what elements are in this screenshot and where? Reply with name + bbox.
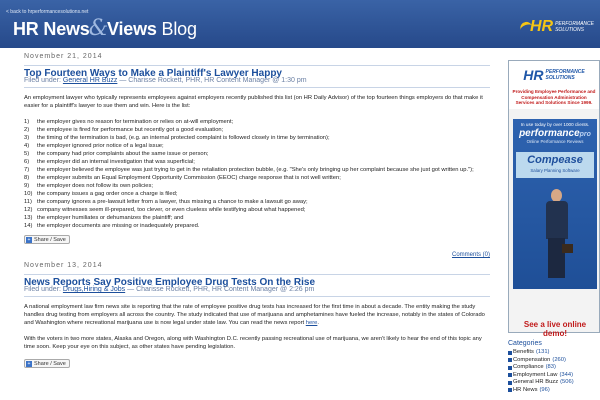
blog-post (24, 53, 490, 262)
list-item (24, 174, 490, 182)
list-item-number: 14) (24, 223, 33, 229)
list-item (24, 222, 490, 230)
live-demo-link[interactable]: See a live online demo! (523, 320, 587, 338)
category-name[interactable]: Benefits (513, 349, 534, 355)
filed-under-label: Filed under: (24, 286, 61, 293)
list-item-text: the employee is fired for performance but recently got a good evaluation; (37, 127, 224, 133)
pp-sub: pro (579, 131, 591, 138)
bullet-icon (508, 366, 512, 370)
news-report-link[interactable]: here (305, 320, 318, 326)
list-item-text: the employer ignored prior notice of a legal issue; (37, 143, 164, 149)
hr-performance-ad-banner[interactable] (508, 60, 600, 338)
category-item[interactable] (508, 379, 600, 387)
list-item-number: 3) (24, 135, 30, 141)
category-link[interactable]: Drugs,Hiring & Jobs (62, 286, 126, 293)
category-count: (260) (552, 356, 566, 363)
main-content (24, 53, 490, 368)
list-item (24, 142, 490, 150)
ad-logo-hr: HR (523, 67, 544, 83)
list-item (24, 166, 490, 174)
blog-title-ampersand: & (88, 16, 109, 41)
bullet-icon (508, 373, 512, 377)
post-meta (24, 77, 490, 88)
post-title-link[interactable]: Top Fourteen Ways to Make a Plaintiff's Lawyer Happy (24, 65, 490, 77)
list-item-number: 2) (24, 127, 30, 133)
list-item-text: the timing of the termination is bad, (e.g. an internal protected complaint is followed closely in time by termination); (37, 135, 330, 141)
category-item[interactable] (508, 372, 600, 380)
category-item[interactable] (508, 349, 600, 357)
list-item-text: the employer gives no reason for termination or relies on at-will employment; (37, 119, 234, 125)
performance-pro-logo (513, 128, 597, 139)
compease-description: Salary Planning Software (530, 168, 580, 173)
list-item-number: 4) (24, 143, 30, 149)
list-item-text: the company had prior complaints about the same issue or person; (37, 151, 209, 157)
ad-tagline: Providing Employee Performance and Compensation Administration Services and Solutions Since 1999. (509, 87, 599, 109)
pp-main: performance (519, 128, 580, 139)
list-item-number: 10) (24, 191, 33, 197)
post-paragraph-text: A national employment law firm news site is reporting that the rate of employee positive drug tests has increased for the first time in about a decade. The entity making the study handles drug testing from employers all across the country. The study indicated that use of marijuana and amphetamines have fueled the increase, notably in the states of Colorado and Washington where recreational marijuana use is now legal under state law. You can read the news report (24, 304, 485, 326)
list-item-text: the employer believed the employee was just trying to get in the retaliation protection bubble, (e.g. "She's only bringing up her complaint because she just got written up."); (37, 167, 474, 173)
post-intro: An employment lawyer who typically represents employees against employers recently published this list (on HR Daily Advisor) of the top fourteen things employers do that make it easier for a plaintiff's lawyer to sue them and win. Here is the list: (24, 95, 483, 109)
list-item-number: 7) (24, 167, 30, 173)
filed-under-label: Filed under: (24, 77, 61, 84)
logo-hr-text: HR (529, 18, 554, 35)
list-item-number: 6) (24, 159, 30, 165)
post-title-link[interactable]: News Reports Say Positive Employee Drug Tests On the Rise (24, 274, 490, 286)
post-date: November 13, 2014 (24, 262, 103, 269)
ad-logo (509, 61, 599, 87)
share-save-button[interactable] (24, 235, 70, 244)
list-item (24, 134, 490, 142)
list-item-number: 13) (24, 215, 33, 221)
comments-link[interactable]: Comments (0) (451, 252, 490, 258)
list-item (24, 206, 490, 214)
list-item-text: the employer humiliates or dehumanizes the plaintiff; and (37, 215, 184, 221)
author-timestamp: — Charisse Rockett, PHR, HR Content Manager @ 1:30 pm (119, 77, 307, 84)
blog-title-part1: HR News (13, 19, 90, 39)
post-paragraph: A national employment law firm news site is reporting that the rate of employee positive drug tests has increased for the first time in about a decade. The entity making the study handles drug testing from employers all across the country. The study indicated that use of marijuana and amphetamines have fueled the increase, notably in the states of Colorado and Washington where recreational marijuana use is now legal under state law. You can read the news report here. (24, 304, 485, 326)
list-item (24, 158, 490, 166)
list-item-number: 1) (24, 119, 30, 125)
logo-line2: SOLUTIONS (555, 27, 584, 33)
blog-post (24, 262, 490, 368)
list-item-text: the company ignores a pre-lawsuit letter from a lawyer, thus missing a chance to make a lawsuit go away; (37, 199, 308, 205)
ad-logo-line1: PERFORMANCE (545, 69, 585, 75)
author-timestamp: — Charisse Rockett, PHR, HR Content Manager @ 2:26 pm (127, 286, 315, 293)
back-to-site-link[interactable]: < back to hrperformancesolutions.net (6, 9, 89, 15)
category-name[interactable]: Employment Law (513, 371, 558, 378)
category-count: (131) (535, 349, 550, 355)
category-item[interactable] (508, 364, 600, 372)
bullet-icon (508, 358, 512, 362)
list-item (24, 150, 490, 158)
bullet-icon (508, 351, 512, 355)
share-save-label: Share / Save (34, 360, 66, 367)
categories-heading: Categories (508, 340, 542, 347)
numbered-list (24, 118, 490, 230)
post-paragraph: With the voters in two more states, Alaska and Oregon, along with Washington D.C. recently passing recreational use of marijuana, we aren't likely to hear the end of this topic any time soon. Keep your eye on this subject, as other states have pending legislation. (24, 336, 482, 350)
list-item-text: the employer does not follow its own policies; (37, 183, 153, 189)
list-item-number: 12) (24, 207, 33, 213)
logo-line1: PERFORMANCE (555, 21, 594, 27)
post-body (24, 94, 490, 252)
list-item (24, 118, 490, 126)
category-name[interactable]: Compliance (513, 364, 544, 370)
ad-product-panel (513, 119, 597, 289)
category-link[interactable]: General HR Buzz (62, 77, 118, 84)
share-save-label: Share / Save (34, 236, 66, 243)
category-count: (344) (559, 371, 574, 378)
list-item-text: the employer documents are missing or inadequately prepared. (37, 223, 200, 229)
blog-title-part2: Views (107, 19, 157, 39)
post-meta (24, 286, 490, 297)
list-item (24, 126, 490, 134)
category-item[interactable] (508, 357, 600, 365)
bullet-icon (508, 388, 512, 392)
list-item (24, 214, 490, 222)
list-item-text: the employer submits an Equal Employment Opportunity Commission (EEOC) charge response that is not well written; (37, 175, 341, 181)
list-item (24, 198, 490, 206)
ad-logo-subtext (546, 69, 585, 81)
categories-list (508, 349, 600, 394)
share-icon: + (27, 236, 31, 243)
sidebar (508, 60, 600, 394)
ad-logo-line2: SOLUTIONS (545, 75, 575, 81)
category-count: (506) (560, 379, 574, 385)
list-item-text: the company issues a gag order once a charge is filed; (37, 191, 178, 197)
category-count: (83) (545, 364, 556, 370)
list-item-number: 11) (24, 199, 32, 205)
compease-name: Compease (527, 154, 583, 166)
list-item-number: 8) (24, 175, 30, 181)
pp-description: Online Performance Reviews (526, 139, 584, 144)
post-date: November 21, 2014 (24, 53, 103, 60)
blog-title-part3: Blog (161, 19, 197, 39)
list-item-number: 9) (24, 183, 30, 189)
category-name[interactable]: General HR Buzz (513, 379, 559, 385)
list-item-text: company witnesses seem ill-prepared, too clever, or even clueless while testifying about what happened; (37, 207, 306, 213)
ad-used-by: In use today by over 1000 clients. (520, 122, 590, 127)
list-item-text: the employer did an internal investigation that was superficial; (37, 159, 195, 165)
category-item[interactable] (508, 387, 600, 395)
category-count: (96) (539, 386, 550, 393)
list-item-number: 5) (24, 151, 30, 157)
logo-subtext (555, 21, 594, 33)
category-name[interactable]: HR News (513, 386, 538, 393)
businessman-figure (541, 189, 571, 279)
compease-logo (516, 152, 594, 178)
category-name[interactable]: Compensation (513, 356, 551, 363)
list-item (24, 182, 490, 190)
share-save-button[interactable] (24, 359, 70, 368)
bullet-icon (508, 381, 512, 385)
blog-title[interactable] (13, 16, 197, 41)
hr-performance-logo[interactable] (520, 17, 594, 37)
blog-header (0, 0, 600, 48)
post-body (24, 303, 490, 368)
list-item (24, 190, 490, 198)
share-icon: + (27, 360, 31, 367)
